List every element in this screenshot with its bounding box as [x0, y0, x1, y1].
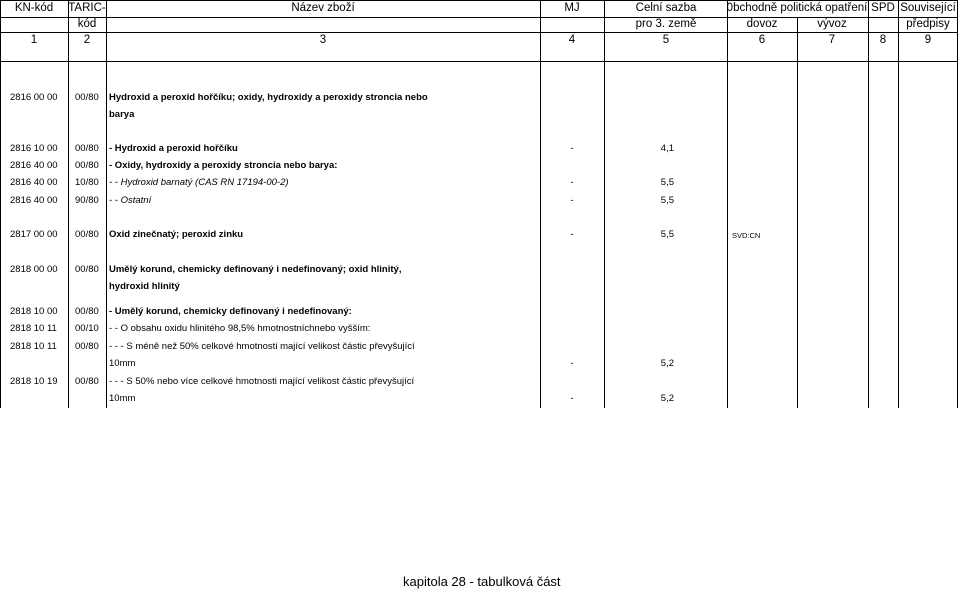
col-divider: [604, 61, 605, 408]
kn-code-cell: 2818 10 11: [10, 323, 57, 334]
taric-code-cell: 00/10: [75, 323, 99, 334]
taric-code-cell: 00/80: [75, 341, 99, 352]
duty-rate-cell: 5,5: [660, 195, 674, 206]
col-number: 3: [319, 34, 327, 46]
goods-name-cell: - - - S méně než 50% celkové hmotnosti mající velikost částic převyšující: [109, 341, 415, 352]
col-divider: [727, 61, 728, 408]
col-divider: [868, 0, 869, 61]
header-spd: SPD: [871, 2, 895, 14]
taric-code-cell: 00/80: [75, 143, 99, 154]
col-number: 2: [83, 34, 91, 46]
kn-code-cell: 2816 00 00: [10, 92, 58, 103]
taric-code-cell: 00/80: [75, 92, 99, 103]
col-number: 7: [828, 34, 836, 46]
header-kod: kód: [77, 18, 97, 30]
header-dovoz: dovoz: [746, 18, 778, 30]
taric-code-cell: 00/80: [75, 376, 99, 387]
col-number: 1: [30, 34, 38, 46]
unit-cell: -: [570, 195, 574, 206]
goods-name-cell: - Hydroxid a peroxid hořčíku: [109, 143, 238, 154]
col-divider: [957, 61, 958, 408]
kn-code-cell: 2817 00 00: [10, 229, 58, 240]
col-divider: [898, 0, 899, 61]
col-divider: [540, 0, 541, 61]
header-nazev: Název zboží: [291, 2, 355, 14]
taric-code-cell: 00/80: [75, 229, 99, 240]
col-divider: [106, 0, 107, 61]
unit-cell: -: [570, 393, 574, 404]
kn-code-cell: 2818 10 00: [10, 306, 58, 317]
col-number: 4: [568, 34, 576, 46]
col-number: 5: [662, 34, 670, 46]
col-number: 6: [758, 34, 766, 46]
taric-code-cell: 00/80: [75, 160, 99, 171]
goods-name-cell: - - O obsahu oxidu hlinitého 98,5% hmotnostníchnebo vyšším:: [109, 323, 371, 334]
header-celni-sazba: Celní sazba: [635, 2, 697, 14]
goods-name-cell: hydroxid hlinitý: [109, 281, 180, 292]
col-number: 8: [879, 34, 887, 46]
header-taric: TARIC-: [68, 2, 106, 14]
header-kn-kod: KN-kód: [14, 2, 54, 14]
header-opatreni: 0bchodně politická opatření: [726, 2, 868, 14]
col-divider: [868, 61, 869, 408]
kn-code-cell: 2816 10 00: [10, 143, 58, 154]
header-separator: [0, 17, 958, 18]
goods-name-cell: - - Ostatní: [109, 195, 152, 206]
goods-name-cell: 10mm: [109, 393, 136, 404]
goods-name-cell: 10mm: [109, 358, 136, 369]
col-divider: [898, 61, 899, 408]
col-divider: [797, 61, 798, 408]
goods-name-cell: Hydroxid a peroxid hořčíku; oxidy, hydroxidy a peroxidy stroncia nebo: [109, 92, 428, 103]
col-number: 9: [924, 34, 932, 46]
goods-name-cell: barya: [109, 109, 135, 120]
unit-cell: -: [570, 358, 574, 369]
col-divider: [797, 17, 798, 61]
header-pro-3-zeme: pro 3. země: [635, 18, 697, 30]
kn-code-cell: 2816 40 00: [10, 195, 58, 206]
duty-rate-cell: 5,2: [660, 358, 674, 369]
col-divider: [540, 61, 541, 408]
col-divider: [106, 61, 107, 408]
header-predpisy: předpisy: [906, 18, 950, 30]
kn-code-cell: 2818 10 19: [10, 376, 58, 387]
duty-rate-cell: 4,1: [660, 143, 674, 154]
duty-rate-cell: 5,5: [660, 229, 674, 240]
goods-name-cell: - - - S 50% nebo více celkové hmotnosti mající velikost částic převyšující: [109, 376, 415, 387]
kn-code-cell: 2818 10 11: [10, 341, 57, 352]
header-vyvoz: vývoz: [817, 18, 847, 30]
taric-code-cell: 10/80: [75, 177, 99, 188]
measure-cell: SVD:CN: [732, 231, 761, 240]
unit-cell: -: [570, 177, 574, 188]
kn-code-cell: 2818 00 00: [10, 264, 58, 275]
col-divider: [68, 61, 69, 408]
duty-rate-cell: 5,5: [660, 177, 674, 188]
goods-name-cell: Umělý korund, chemicky definovaný i nedefinovaný; oxid hlinitý,: [109, 264, 402, 275]
duty-rate-cell: 5,2: [660, 393, 674, 404]
unit-cell: -: [570, 229, 574, 240]
header-mj: MJ: [564, 2, 580, 14]
page-footer: kapitola 28 - tabulková část: [403, 574, 561, 589]
header-souvisejici: Související: [900, 2, 956, 14]
taric-code-cell: 00/80: [75, 306, 99, 317]
goods-name-cell: Oxid zinečnatý; peroxid zinku: [109, 229, 244, 240]
kn-code-cell: 2816 40 00: [10, 177, 58, 188]
goods-name-cell: - Umělý korund, chemicky definovaný i nedefinovaný:: [109, 306, 352, 317]
header-separator: [0, 32, 958, 33]
col-divider: [604, 0, 605, 61]
taric-code-cell: 90/80: [75, 195, 99, 206]
unit-cell: -: [570, 143, 574, 154]
goods-name-cell: - Oxidy, hydroxidy a peroxidy stroncia nebo barya:: [109, 160, 338, 171]
goods-name-cell: - - Hydroxid barnatý (CAS RN 17194-00-2): [109, 177, 289, 188]
kn-code-cell: 2816 40 00: [10, 160, 58, 171]
taric-code-cell: 00/80: [75, 264, 99, 275]
col-divider: [0, 61, 1, 408]
